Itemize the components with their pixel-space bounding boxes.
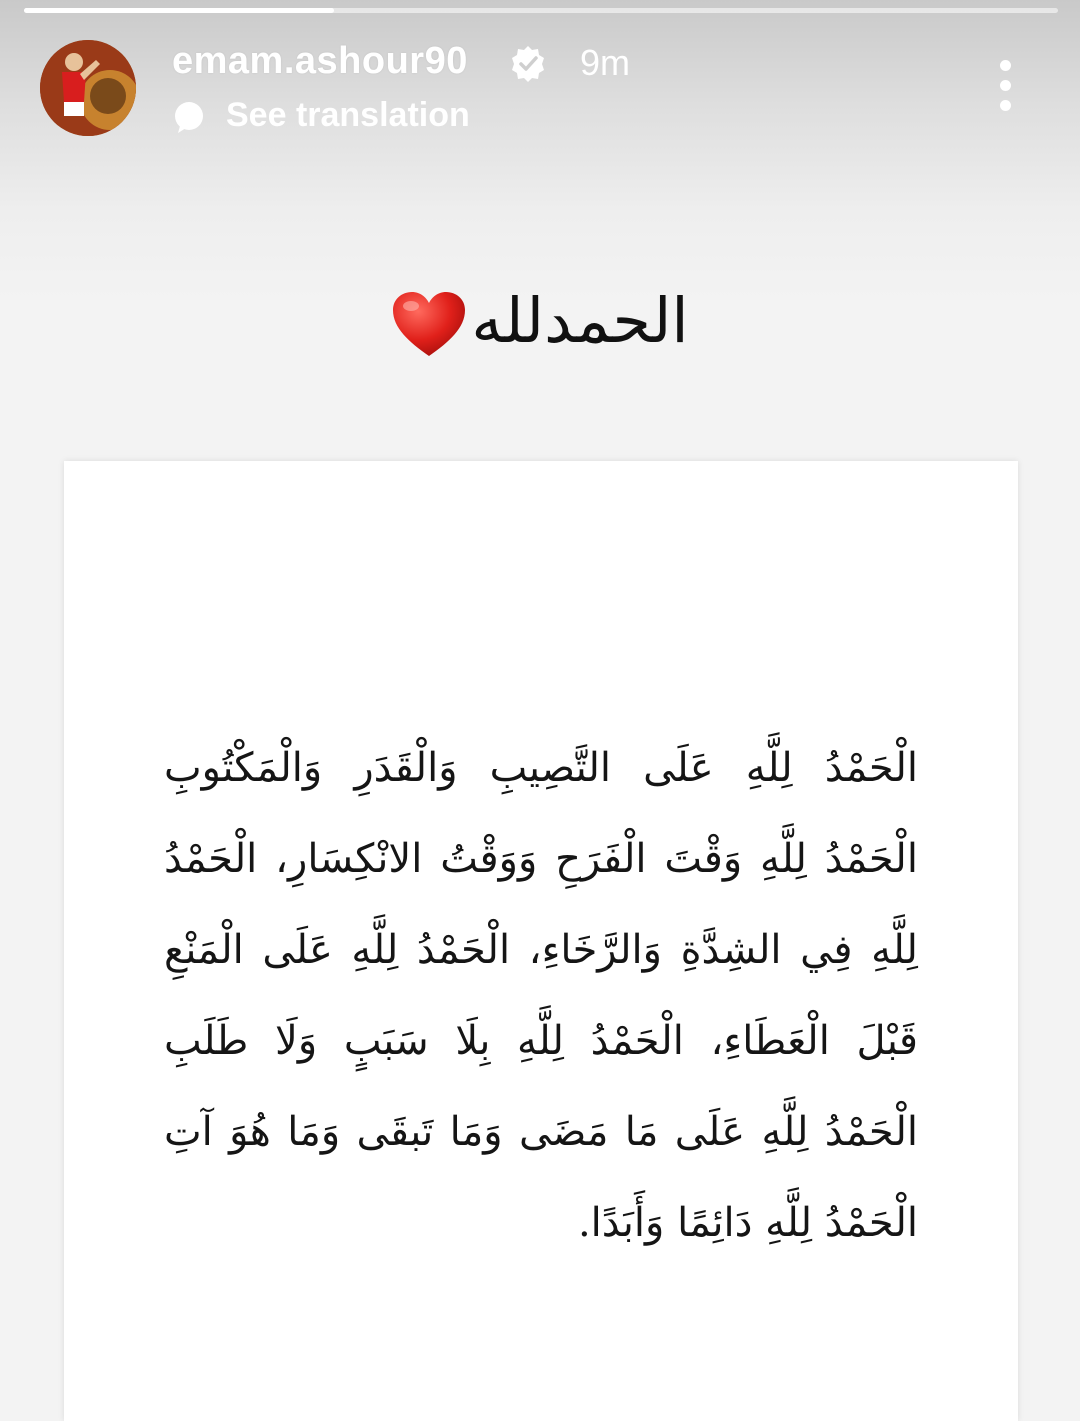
translate-icon[interactable] (172, 100, 206, 134)
red-heart-emoji-icon (391, 290, 467, 360)
caption-text: الحمدلله (471, 284, 689, 357)
see-translation-link[interactable]: See translation (226, 96, 470, 134)
story-progress-fill (24, 8, 334, 13)
quote-text: الْحَمْدُ لِلَّهِ عَلَى التَّصِيبِ وَالْقَدَرِ وَالْمَكْتُوبِ الْحَمْدُ لِلَّهِ وَقْتَ الْفَرَحِ وَوَقْتُ الانْكِسَارِ، الْحَمْدُ لِلَّهِ فِي الشِدَّةِ وَالرَّخَاءِ، الْحَمْدُ لِلَّهِ عَلَى الْمَنْعِ قَبْلَ الْعَطَاءِ، الْحَمْدُ لِلَّهِ بِلَا سَبَبٍ وَلَا طَلَبِ الْحَمْدُ لِلَّهِ عَلَى مَا مَضَى وَمَا تَبقَى وَمَا هُوَ آتِ الْحَمْدُ لِلَّهِ دَائِمًا وَأَبَدًا. (164, 745, 918, 1246)
story-time-ago: 9m (580, 42, 631, 83)
story-caption (0, 284, 1080, 360)
story-username[interactable]: emam.ashour90 (172, 40, 468, 82)
verified-badge-icon (508, 44, 548, 84)
profile-avatar[interactable] (40, 40, 136, 136)
story-progress-bar (24, 8, 1058, 13)
more-options-icon[interactable] (986, 56, 1026, 116)
quote-card (64, 461, 1018, 1421)
